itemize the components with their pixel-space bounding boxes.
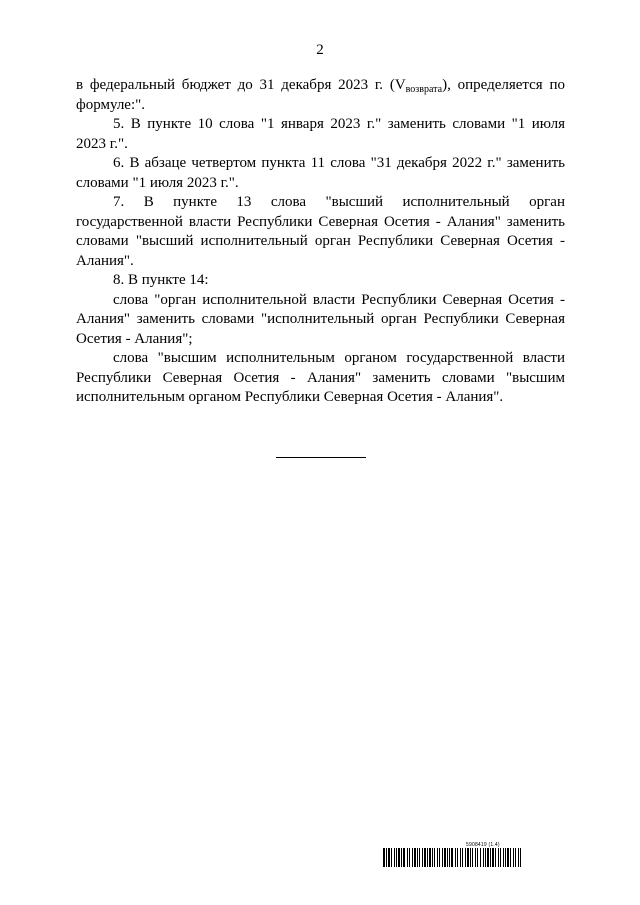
barcode bbox=[383, 848, 566, 867]
paragraph-item-8-sub-1: слова "орган исполнительной власти Республики Северная Осетия - Алания" заменить словами "исполнительный орган Республики Северная Осетия - Алания"; bbox=[76, 291, 565, 347]
continuation-text-end: ), определяется по формуле:". bbox=[76, 77, 565, 113]
page-number: 2 bbox=[316, 42, 324, 58]
paragraph-item-5: 5. В пункте 10 слова "1 января 2023 г." заменить словами "1 июля 2023 г.". bbox=[76, 116, 565, 152]
barcode-stripe bbox=[521, 848, 523, 867]
barcode-number: 5908419 (1.4) bbox=[466, 842, 500, 848]
continuation-paragraph bbox=[76, 76, 565, 115]
v-subscript: возврата bbox=[405, 84, 443, 95]
paragraph-item-8-sub-2: слова "высшим исполнительным органом государственной власти Республики Северная Осетия - Алания" заменить словами "высшим исполнительным органом Республики Северная Осетия - Алания". bbox=[76, 350, 565, 405]
paragraph-item-7: 7. В пункте 13 слова "высший исполнительный орган государственной власти Республики Северная Осетия - Алания" заменить словами "высший исполнительный орган Республики Северная Осетия - Алания". bbox=[76, 194, 565, 269]
continuation-text-start: в федеральный бюджет до 31 декабря 2023 г. (V bbox=[76, 77, 406, 93]
separator-line bbox=[276, 457, 366, 458]
document-body bbox=[76, 76, 565, 408]
paragraph-item-6: 6. В абзаце четвертом пункта 11 слова "31 декабря 2022 г." заменить словами "1 июля 2023 г.". bbox=[76, 155, 565, 191]
paragraph-item-8: 8. В пункте 14: bbox=[113, 272, 209, 288]
